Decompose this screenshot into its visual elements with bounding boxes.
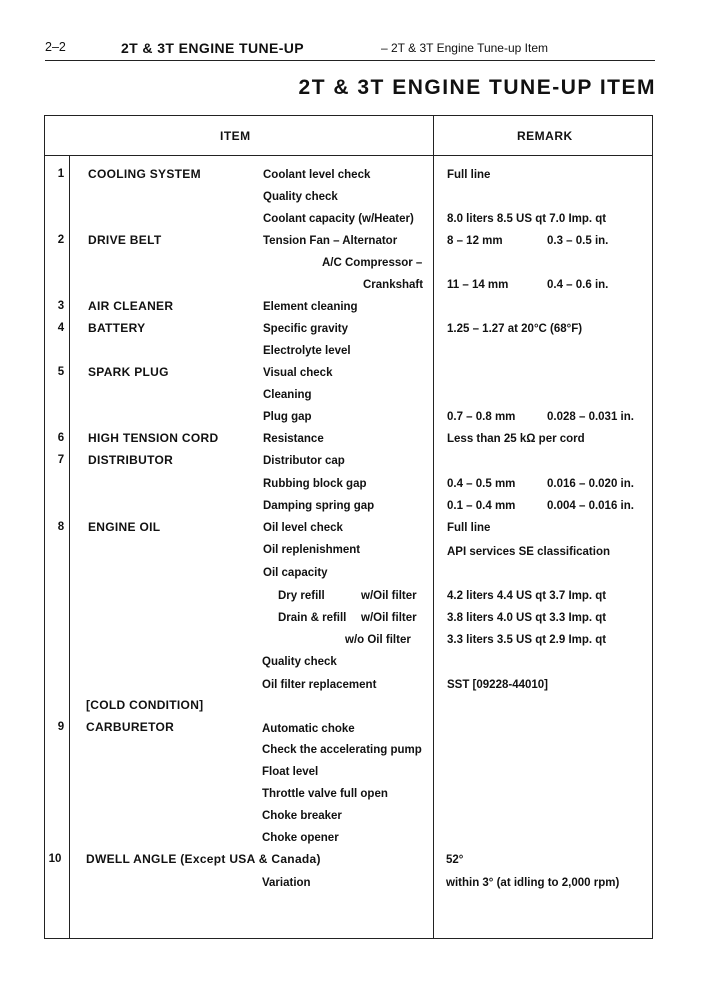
- remark-text: 0.1 – 0.4 mm: [447, 500, 516, 512]
- row-number: 5: [57, 366, 65, 378]
- remark-column-divider: [433, 115, 434, 939]
- remark-text: SST [09228-44010]: [447, 679, 549, 691]
- remark-text: 0.4 – 0.6 in.: [547, 279, 609, 291]
- row-number: 6: [57, 432, 65, 444]
- remark-text: 52°: [446, 854, 464, 866]
- section-title: 2T & 3T ENGINE TUNE-UP: [121, 40, 305, 56]
- system-name: CARBURETOR: [86, 720, 175, 734]
- item-text: Variation: [262, 877, 311, 889]
- remark-text: 8.0 liters 8.5 US qt 7.0 Imp. qt: [447, 213, 607, 225]
- item-text: Oil level check: [263, 522, 343, 534]
- header-row-divider: [44, 155, 653, 156]
- item-text: Coolant capacity (w/Heater): [263, 213, 414, 225]
- item-text: Quality check: [263, 191, 338, 203]
- item-text: Specific gravity: [263, 323, 349, 335]
- system-name: DRIVE BELT: [88, 233, 162, 247]
- item-text: Damping spring gap: [263, 500, 375, 512]
- page-number: 2–2: [45, 40, 66, 54]
- item-text: Cleaning: [263, 389, 312, 401]
- item-text: Choke breaker: [262, 810, 342, 822]
- remark-text: 0.028 – 0.031 in.: [547, 411, 634, 423]
- remark-text: 3.8 liters 4.0 US qt 3.3 Imp. qt: [447, 612, 607, 624]
- system-name: SPARK PLUG: [88, 365, 169, 379]
- item-text: Rubbing block gap: [263, 478, 367, 490]
- remark-text: 1.25 – 1.27 at 20°C (68°F): [447, 323, 583, 335]
- row-number: 2: [57, 234, 65, 246]
- row-number: 4: [57, 322, 65, 334]
- item-text: Dry refill: [278, 590, 325, 602]
- row-number: 3: [57, 300, 65, 312]
- system-name: DWELL ANGLE (Except USA & Canada): [86, 852, 321, 866]
- remark-text: 0.7 – 0.8 mm: [447, 411, 516, 423]
- item-text: w/o Oil filter: [345, 634, 411, 646]
- remark-text: within 3° (at idling to 2,000 rpm): [446, 877, 620, 889]
- item-text: Oil replenishment: [263, 544, 361, 556]
- page-header: [45, 40, 655, 60]
- number-column-divider: [69, 156, 70, 939]
- remark-text: 0.004 – 0.016 in.: [547, 500, 634, 512]
- remark-text: Full line: [447, 169, 491, 181]
- system-name: HIGH TENSION CORD: [88, 431, 219, 445]
- item-text: Automatic choke: [262, 723, 355, 735]
- row-number: 1: [57, 168, 65, 180]
- item-text: Oil capacity: [263, 567, 328, 579]
- system-name: DISTRIBUTOR: [88, 453, 174, 467]
- remark-text: API services SE classification: [447, 546, 611, 558]
- subsection-title: – 2T & 3T Engine Tune-up Item: [381, 41, 548, 55]
- remark-text: Full line: [447, 522, 491, 534]
- system-name: ENGINE OIL: [88, 520, 161, 534]
- item-text: Drain & refill: [278, 612, 347, 624]
- item-text: Tension Fan – Alternator: [263, 235, 398, 247]
- header-rule: [45, 60, 655, 61]
- item-text: Oil filter replacement: [262, 679, 377, 691]
- item-text: w/Oil filter: [361, 612, 417, 624]
- item-text: Resistance: [263, 433, 324, 445]
- item-text: Crankshaft: [363, 279, 424, 291]
- item-text: Plug gap: [263, 411, 312, 423]
- row-number: 7: [57, 454, 65, 466]
- remark-text: Less than 25 kΩ per cord: [447, 433, 585, 445]
- row-number: 9: [57, 721, 65, 733]
- item-text: Float level: [262, 766, 319, 778]
- remark-text: 11 – 14 mm: [447, 279, 509, 291]
- item-text: Electrolyte level: [263, 345, 351, 357]
- system-name: BATTERY: [88, 321, 146, 335]
- cold-condition-label: [COLD CONDITION]: [86, 698, 204, 712]
- remark-text: 0.016 – 0.020 in.: [547, 478, 634, 490]
- column-header-remark: REMARK: [517, 129, 573, 143]
- item-text: Distributor cap: [263, 455, 345, 467]
- system-name: COOLING SYSTEM: [88, 167, 201, 181]
- row-number: 8: [57, 521, 65, 533]
- remark-text: 4.2 liters 4.4 US qt 3.7 Imp. qt: [447, 590, 607, 602]
- item-text: Check the accelerating pump: [262, 744, 422, 756]
- item-text: Element cleaning: [263, 301, 358, 313]
- item-text: Choke opener: [262, 832, 339, 844]
- item-text: Visual check: [263, 367, 333, 379]
- row-number: 10: [48, 853, 62, 865]
- item-text: w/Oil filter: [361, 590, 417, 602]
- item-text: Coolant level check: [263, 169, 371, 181]
- system-name: AIR CLEANER: [88, 299, 174, 313]
- remark-text: 0.3 – 0.5 in.: [547, 235, 609, 247]
- remark-text: 0.4 – 0.5 mm: [447, 478, 516, 490]
- page-title: 2T & 3T ENGINE TUNE-UP ITEM: [298, 76, 656, 99]
- remark-text: 3.3 liters 3.5 US qt 2.9 Imp. qt: [447, 634, 607, 646]
- remark-text: 8 – 12 mm: [447, 235, 503, 247]
- column-header-item: ITEM: [220, 129, 251, 143]
- item-text: Throttle valve full open: [262, 788, 388, 800]
- item-text: Quality check: [262, 656, 337, 668]
- item-text: A/C Compressor –: [322, 257, 423, 269]
